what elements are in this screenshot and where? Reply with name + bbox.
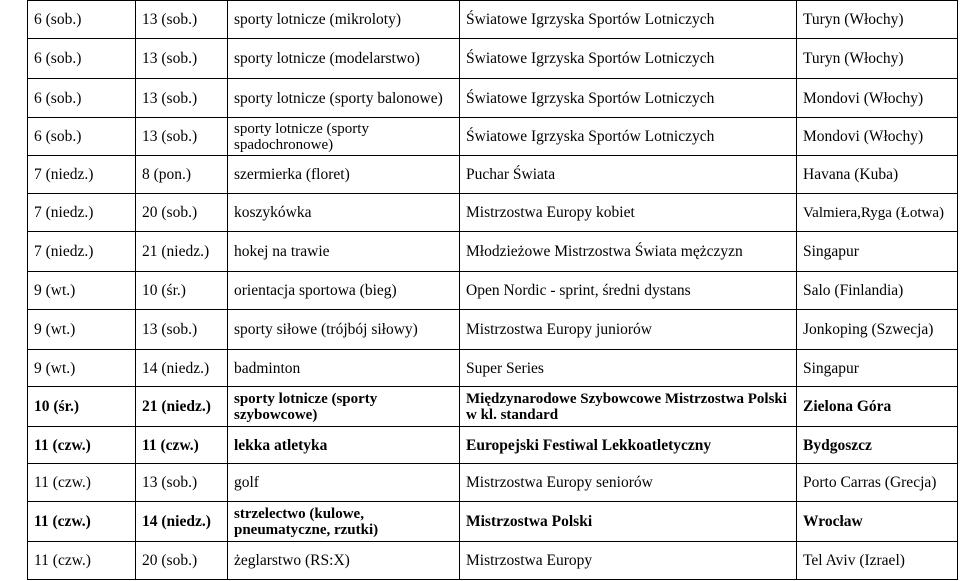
event-cell: Open Nordic - sprint, średni dystans xyxy=(460,272,797,310)
discipline-cell: strzelectwo (kulowe, pneumatyczne, rzutki) xyxy=(228,502,460,542)
event-cell: Światowe Igrzyska Sportów Lotniczych xyxy=(460,39,797,79)
event-cell: Puchar Świata xyxy=(460,156,797,194)
event-cell: Światowe Igrzyska Sportów Lotniczych xyxy=(460,79,797,118)
table-row xyxy=(28,310,958,350)
location-cell: Bydgoszcz xyxy=(797,427,958,464)
location-cell: Porto Carras (Grecja) xyxy=(797,464,958,502)
table-row xyxy=(28,156,958,194)
discipline-cell: żeglarstwo (RS:X) xyxy=(228,542,460,580)
end-date-cell: 13 (sob.) xyxy=(136,310,228,350)
table-row xyxy=(28,79,958,118)
start-date-cell: 6 (sob.) xyxy=(28,39,136,79)
end-date-cell: 11 (czw.) xyxy=(136,427,228,464)
start-date-cell: 10 (śr.) xyxy=(28,387,136,427)
start-date-cell: 9 (wt.) xyxy=(28,272,136,310)
discipline-cell: orientacja sportowa (bieg) xyxy=(228,272,460,310)
end-date-cell: 13 (sob.) xyxy=(136,118,228,156)
location-cell: Valmiera,Ryga (Łotwa) xyxy=(797,194,958,232)
start-date-cell: 6 (sob.) xyxy=(28,1,136,39)
end-date-cell: 14 (niedz.) xyxy=(136,502,228,542)
end-date-cell: 21 (niedz.) xyxy=(136,387,228,427)
end-date-cell: 14 (niedz.) xyxy=(136,350,228,387)
table-row xyxy=(28,232,958,272)
end-date-cell: 13 (sob.) xyxy=(136,464,228,502)
discipline-cell: szermierka (floret) xyxy=(228,156,460,194)
start-date-cell: 7 (niedz.) xyxy=(28,194,136,232)
location-cell: Turyn (Włochy) xyxy=(797,39,958,79)
location-cell: Jonkoping (Szwecja) xyxy=(797,310,958,350)
event-cell: Mistrzostwa Polski xyxy=(460,502,797,542)
end-date-cell: 13 (sob.) xyxy=(136,79,228,118)
event-cell: Mistrzostwa Europy seniorów xyxy=(460,464,797,502)
table-row xyxy=(28,1,958,39)
event-cell: Międzynarodowe Szybowcowe Mistrzostwa Polski w kl. standard xyxy=(460,387,797,427)
discipline-cell: koszykówka xyxy=(228,194,460,232)
location-cell: Singapur xyxy=(797,350,958,387)
table-row xyxy=(28,502,958,542)
table-row xyxy=(28,387,958,427)
table-row xyxy=(28,118,958,156)
table-row xyxy=(28,427,958,464)
end-date-cell: 20 (sob.) xyxy=(136,194,228,232)
discipline-cell: sporty lotnicze (mikroloty) xyxy=(228,1,460,39)
location-cell: Mondovi (Włochy) xyxy=(797,79,958,118)
location-cell: Salo (Finlandia) xyxy=(797,272,958,310)
event-cell: Europejski Festiwal Lekkoatletyczny xyxy=(460,427,797,464)
location-cell: Turyn (Włochy) xyxy=(797,1,958,39)
location-cell: Mondovi (Włochy) xyxy=(797,118,958,156)
end-date-cell: 8 (pon.) xyxy=(136,156,228,194)
events-table xyxy=(27,0,958,580)
event-cell: Światowe Igrzyska Sportów Lotniczych xyxy=(460,1,797,39)
location-cell: Tel Aviv (Izrael) xyxy=(797,542,958,580)
start-date-cell: 9 (wt.) xyxy=(28,350,136,387)
start-date-cell: 7 (niedz.) xyxy=(28,232,136,272)
table-row xyxy=(28,272,958,310)
discipline-cell: badminton xyxy=(228,350,460,387)
event-cell: Światowe Igrzyska Sportów Lotniczych xyxy=(460,118,797,156)
discipline-cell: sporty lotnicze (sporty spadochronowe) xyxy=(228,118,460,156)
start-date-cell: 11 (czw.) xyxy=(28,464,136,502)
start-date-cell: 11 (czw.) xyxy=(28,542,136,580)
table-row xyxy=(28,350,958,387)
end-date-cell: 21 (niedz.) xyxy=(136,232,228,272)
event-cell: Mistrzostwa Europy xyxy=(460,542,797,580)
location-cell: Wrocław xyxy=(797,502,958,542)
start-date-cell: 11 (czw.) xyxy=(28,502,136,542)
event-cell: Młodzieżowe Mistrzostwa Świata mężczyzn xyxy=(460,232,797,272)
discipline-cell: sporty lotnicze (sporty szybowcowe) xyxy=(228,387,460,427)
event-cell: Super Series xyxy=(460,350,797,387)
table-row xyxy=(28,194,958,232)
discipline-cell: sporty lotnicze (modelarstwo) xyxy=(228,39,460,79)
start-date-cell: 11 (czw.) xyxy=(28,427,136,464)
location-cell: Singapur xyxy=(797,232,958,272)
events-table-body xyxy=(28,1,958,580)
event-cell: Mistrzostwa Europy juniorów xyxy=(460,310,797,350)
event-cell: Mistrzostwa Europy kobiet xyxy=(460,194,797,232)
discipline-cell: golf xyxy=(228,464,460,502)
discipline-cell: sporty siłowe (trójbój siłowy) xyxy=(228,310,460,350)
discipline-cell: hokej na trawie xyxy=(228,232,460,272)
start-date-cell: 7 (niedz.) xyxy=(28,156,136,194)
table-row xyxy=(28,39,958,79)
end-date-cell: 10 (śr.) xyxy=(136,272,228,310)
location-cell: Havana (Kuba) xyxy=(797,156,958,194)
table-row xyxy=(28,464,958,502)
discipline-cell: lekka atletyka xyxy=(228,427,460,464)
start-date-cell: 6 (sob.) xyxy=(28,79,136,118)
end-date-cell: 13 (sob.) xyxy=(136,1,228,39)
end-date-cell: 20 (sob.) xyxy=(136,542,228,580)
table-row xyxy=(28,542,958,580)
end-date-cell: 13 (sob.) xyxy=(136,39,228,79)
start-date-cell: 9 (wt.) xyxy=(28,310,136,350)
start-date-cell: 6 (sob.) xyxy=(28,118,136,156)
location-cell: Zielona Góra xyxy=(797,387,958,427)
discipline-cell: sporty lotnicze (sporty balonowe) xyxy=(228,79,460,118)
